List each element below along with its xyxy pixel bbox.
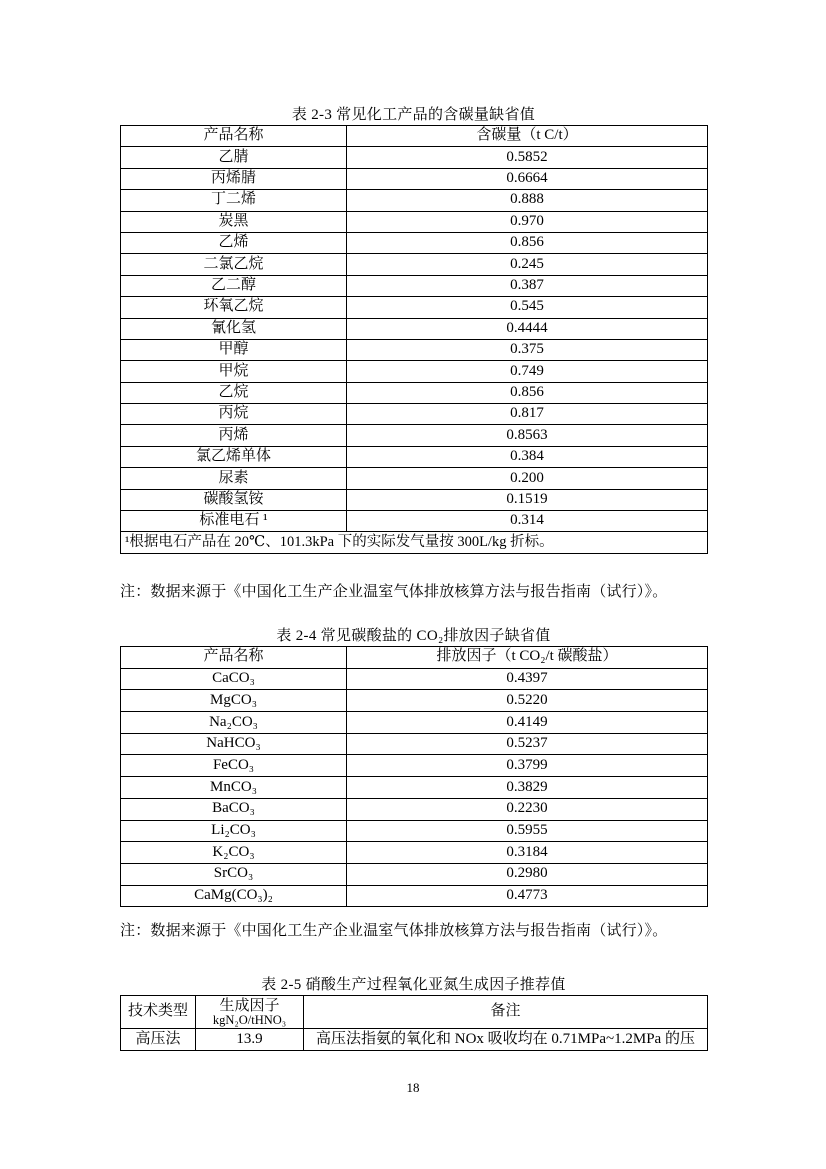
table-row	[121, 755, 708, 777]
table-row	[121, 690, 708, 712]
table-cell: 0.200	[347, 468, 708, 489]
table-2-5	[120, 995, 708, 1051]
table-row	[121, 254, 708, 275]
table-row	[121, 1029, 708, 1051]
table-cell: 0.314	[347, 511, 708, 532]
table-cell: 甲醇	[121, 339, 347, 360]
table-cell: 0.749	[347, 361, 708, 382]
table-cell: 尿素	[121, 468, 347, 489]
table-cell: 丙烷	[121, 404, 347, 425]
table-row	[121, 489, 708, 510]
table-cell: 0.5852	[347, 147, 708, 168]
table-row	[121, 468, 708, 489]
column-header-technology-type: 技术类型	[121, 996, 196, 1029]
table-cell: 0.545	[347, 297, 708, 318]
table-cell: 乙腈	[121, 147, 347, 168]
table-cell: 乙二醇	[121, 275, 347, 296]
table-row	[121, 232, 708, 253]
table-cell: 0.856	[347, 382, 708, 403]
table-row	[121, 863, 708, 885]
table-row	[121, 885, 708, 907]
table-cell: 0.375	[347, 339, 708, 360]
table-cell: 高压法	[121, 1029, 196, 1051]
table-cell: CaCO₃	[121, 668, 347, 690]
table-cell: CaMg(CO₃)₂	[121, 885, 347, 907]
table-row	[121, 382, 708, 403]
table-row	[121, 275, 708, 296]
table-cell: 13.9	[196, 1029, 304, 1051]
table-cell: 二氯乙烷	[121, 254, 347, 275]
table-cell: 0.245	[347, 254, 708, 275]
table-cell: 0.4397	[347, 668, 708, 690]
table-2-4-source-note: 注：数据来源于《中国化工生产企业温室气体排放核算方法与报告指南（试行）》。	[120, 923, 668, 939]
table-cell: 0.5955	[347, 820, 708, 842]
table-cell: 丙烯	[121, 425, 347, 446]
page-number: 18	[406, 1080, 420, 1095]
column-header-product-name: 产品名称	[121, 647, 347, 669]
table-2-3-title: 表 2-3 常见化工产品的含碳量缺省值	[291, 107, 536, 123]
table-cell: 丁二烯	[121, 190, 347, 211]
column-header-generation-factor	[196, 996, 304, 1029]
table-cell: 甲烷	[121, 361, 347, 382]
generation-factor-unit: kgN₂O/tHNO₃	[212, 1012, 287, 1027]
table-header-row	[121, 996, 708, 1029]
column-header-product-name: 产品名称	[121, 126, 347, 147]
table-cell: 0.856	[347, 232, 708, 253]
table-row	[121, 842, 708, 864]
column-header-remarks: 备注	[304, 996, 708, 1029]
table-cell: 乙烷	[121, 382, 347, 403]
table-cell: 0.8563	[347, 425, 708, 446]
table-footnote-row	[121, 532, 708, 553]
table-cell: 0.2230	[347, 798, 708, 820]
table-2-4-title: 表 2-4 常见碳酸盐的 CO₂排放因子缺省值	[276, 628, 551, 644]
table-cell: 丙烯腈	[121, 168, 347, 189]
table-cell: 乙烯	[121, 232, 347, 253]
column-header-emission-factor: 排放因子（t CO₂/t 碳酸盐）	[347, 647, 708, 669]
table-header-row	[121, 126, 708, 147]
table-row	[121, 733, 708, 755]
table-cell: 0.4149	[347, 712, 708, 734]
table-cell: BaCO₃	[121, 798, 347, 820]
table-cell: 炭黑	[121, 211, 347, 232]
table-row	[121, 446, 708, 467]
table-cell: Li₂CO₃	[121, 820, 347, 842]
table-2-3	[120, 125, 708, 554]
table-cell: 0.5237	[347, 733, 708, 755]
table-cell: K₂CO₃	[121, 842, 347, 864]
table-2-3-source-note: 注：数据来源于《中国化工生产企业温室气体排放核算方法与报告指南（试行）》。	[120, 584, 668, 600]
table-cell: MgCO₃	[121, 690, 347, 712]
table-cell: SrCO₃	[121, 863, 347, 885]
table-cell: 0.817	[347, 404, 708, 425]
table-cell: Na₂CO₃	[121, 712, 347, 734]
table-cell: 0.3184	[347, 842, 708, 864]
table-row	[121, 668, 708, 690]
table-cell: 环氧乙烷	[121, 297, 347, 318]
table-row	[121, 339, 708, 360]
table-row	[121, 361, 708, 382]
table-row	[121, 820, 708, 842]
table-cell: 0.5220	[347, 690, 708, 712]
table-cell: 0.4773	[347, 885, 708, 907]
table-cell: 0.6664	[347, 168, 708, 189]
table-row	[121, 318, 708, 339]
table-2-4	[120, 646, 708, 907]
table-row	[121, 168, 708, 189]
column-header-carbon-content: 含碳量（t C/t）	[347, 126, 708, 147]
table-cell: 氯乙烯单体	[121, 446, 347, 467]
table-row	[121, 211, 708, 232]
table-cell: 0.888	[347, 190, 708, 211]
table-row	[121, 712, 708, 734]
table-row	[121, 425, 708, 446]
table-cell: 0.384	[347, 446, 708, 467]
table-cell: 标准电石 ¹	[121, 511, 347, 532]
table-row	[121, 777, 708, 799]
table-row	[121, 147, 708, 168]
table-2-5-title: 表 2-5 硝酸生产过程氧化亚氮生成因子推荐值	[261, 977, 566, 993]
table-cell: FeCO₃	[121, 755, 347, 777]
table-cell: NaHCO₃	[121, 733, 347, 755]
table-cell: 0.2980	[347, 863, 708, 885]
generation-factor-label: 生成因子	[219, 997, 280, 1014]
table-cell: MnCO₃	[121, 777, 347, 799]
table-cell: 氰化氢	[121, 318, 347, 339]
table-row	[121, 798, 708, 820]
table-row	[121, 190, 708, 211]
table-cell: 0.387	[347, 275, 708, 296]
table-header-row	[121, 647, 708, 669]
table-footnote: ¹根据电石产品在 20℃、101.3kPa 下的实际发气量按 300L/kg 折标。	[121, 532, 708, 553]
table-cell: 0.1519	[347, 489, 708, 510]
table-cell: 0.3799	[347, 755, 708, 777]
table-cell: 0.4444	[347, 318, 708, 339]
table-cell: 0.970	[347, 211, 708, 232]
table-cell: 高压法指氨的氧化和 NOx 吸收均在 0.71MPa~1.2MPa 的压	[304, 1029, 708, 1051]
table-cell: 碳酸氢铵	[121, 489, 347, 510]
table-row	[121, 404, 708, 425]
table-row	[121, 511, 708, 532]
table-row	[121, 297, 708, 318]
table-cell: 0.3829	[347, 777, 708, 799]
